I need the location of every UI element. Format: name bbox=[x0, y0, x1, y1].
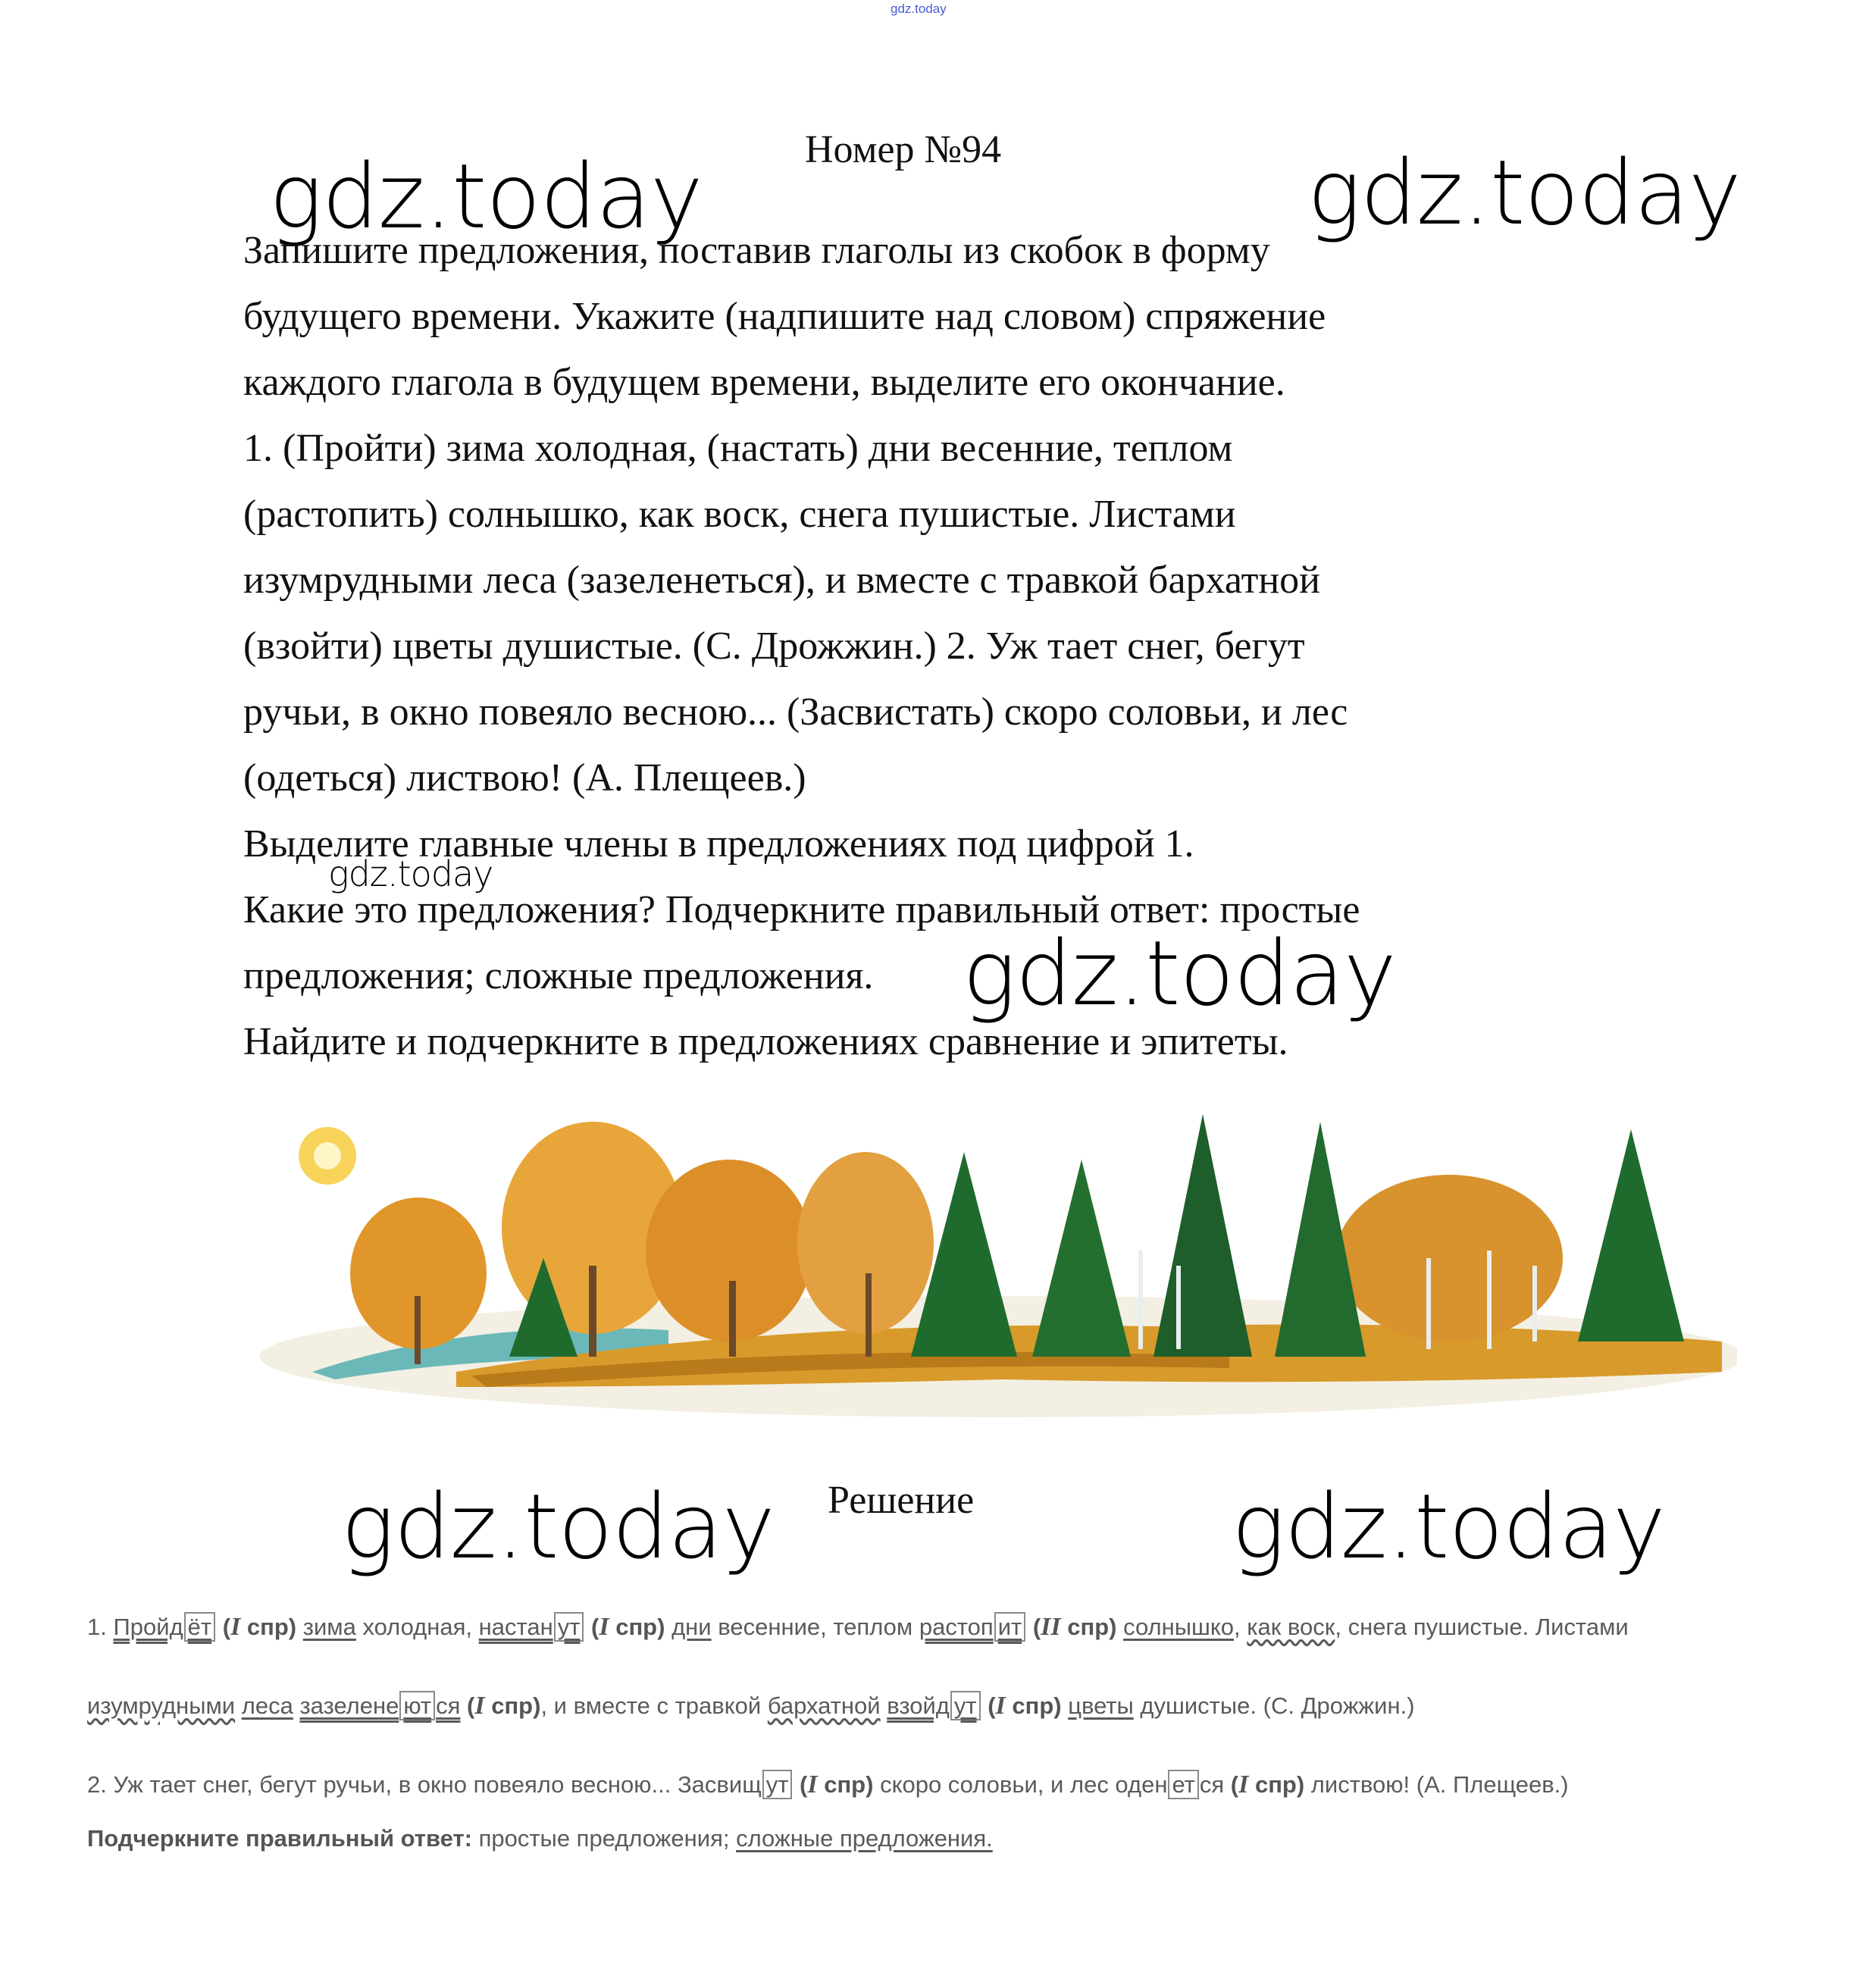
epithet: бархатной bbox=[767, 1692, 881, 1719]
ending-box: ет bbox=[1168, 1770, 1198, 1799]
subject: дни bbox=[671, 1614, 712, 1640]
plain-text: 2. Уж тает снег, бегут ручьи, в окно повеяло весною... Засвищ bbox=[87, 1771, 762, 1798]
conjugation-mark: (I спр) bbox=[591, 1613, 665, 1641]
plain-text: душистые. (С. Дрожжин.) bbox=[1133, 1692, 1415, 1719]
ending-box: ит bbox=[994, 1612, 1026, 1642]
comparison: как воск bbox=[1247, 1614, 1335, 1640]
task-line: будущего времени. Укажите (надпишите над словом) спряжение bbox=[243, 295, 1326, 338]
conjugation-mark: (I спр) bbox=[988, 1692, 1062, 1720]
predicate: зазелене ют ся bbox=[299, 1692, 461, 1719]
plain-text: простые предложения; bbox=[471, 1825, 737, 1852]
task-line: изумрудными леса (зазеленеться), и вместе с травкой бархатной bbox=[243, 559, 1321, 602]
correct-answer: сложные предложения. bbox=[736, 1825, 993, 1852]
task-line: Выделите главные члены в предложениях под цифрой 1. bbox=[243, 822, 1194, 866]
plain-text: листвою! (А. Плещеев.) bbox=[1304, 1771, 1569, 1798]
task-line: 1. (Пройти) зима холодная, (настать) дни весенние, теплом bbox=[243, 427, 1233, 470]
plain-text: скоро соловьи, и лес оден bbox=[873, 1771, 1168, 1798]
watermark: gdz.today bbox=[269, 144, 703, 249]
ending-box: ёт bbox=[184, 1612, 215, 1642]
solution-line bbox=[87, 1613, 1800, 1642]
plain-text: , снега пушистые. Листами bbox=[1335, 1614, 1629, 1640]
task-line: ручьи, в окно повеяло весною... (Засвистать) скоро соловьи, и лес bbox=[243, 690, 1348, 734]
conjugation-mark: (II спр) bbox=[1032, 1613, 1117, 1641]
plain-text bbox=[235, 1692, 242, 1719]
conjugation-mark: (I спр) bbox=[800, 1770, 874, 1799]
subject: леса bbox=[241, 1692, 293, 1719]
plain-text bbox=[881, 1692, 887, 1719]
conjugation-mark: (I спр) bbox=[1230, 1770, 1305, 1799]
conjugation-mark: (I спр) bbox=[222, 1613, 297, 1641]
predicate: взойд ут bbox=[887, 1692, 981, 1719]
task-text bbox=[243, 218, 1607, 1075]
page-title: Номер №94 bbox=[805, 128, 1002, 171]
watermark: gdz.today bbox=[1232, 1474, 1665, 1579]
task-line: каждого глагола в будущем времени, выделите его окончание. bbox=[243, 361, 1285, 404]
task-line: (взойти) цветы душистые. (С. Дрожжин.) 2. Уж тает снег, бегут bbox=[243, 625, 1305, 668]
predicate: Пройд ёт bbox=[113, 1614, 216, 1640]
subject: солнышко bbox=[1123, 1614, 1235, 1640]
solution-line bbox=[87, 1825, 1800, 1852]
site-mark: gdz.today bbox=[891, 2, 947, 16]
solution-line bbox=[87, 1770, 1800, 1799]
epithet: изумрудными bbox=[87, 1692, 236, 1719]
ending-box: ут bbox=[950, 1691, 981, 1720]
watermark: gdz.today bbox=[341, 1474, 775, 1579]
subject: зима bbox=[302, 1614, 356, 1640]
plain-text: , и вместе с травкой bbox=[540, 1692, 768, 1719]
subject: цветы bbox=[1068, 1692, 1134, 1719]
conjugation-mark: (I спр) bbox=[467, 1692, 541, 1720]
answer-label: Подчеркните правильный ответ: bbox=[87, 1825, 472, 1852]
predicate: настан ут bbox=[479, 1614, 585, 1640]
ending-box: ут bbox=[762, 1770, 793, 1799]
task-line: Запишите предложения, поставив глаголы из скобок в форму bbox=[243, 229, 1270, 272]
plain-text: ся bbox=[1199, 1771, 1225, 1798]
predicate: растоп ит bbox=[919, 1614, 1026, 1640]
task-line: предложения; сложные предложения. bbox=[243, 954, 874, 997]
plain-text: холодная, bbox=[355, 1614, 479, 1640]
watermark: gdz.today bbox=[1307, 140, 1741, 245]
watermark: gdz.today bbox=[963, 921, 1396, 1025]
task-line: Какие это предложения? Подчеркните правильный ответ: простые bbox=[243, 888, 1360, 931]
sentence-number: 1. bbox=[87, 1614, 107, 1640]
ending-box: ут bbox=[554, 1612, 584, 1642]
solution-title: Решение bbox=[828, 1479, 975, 1522]
autumn-forest-illustration bbox=[244, 1069, 1737, 1425]
ending-box: ют bbox=[399, 1691, 435, 1720]
plain-text: весенние, теплом bbox=[711, 1614, 919, 1640]
plain-text: , bbox=[1234, 1614, 1247, 1640]
watermark: gdz.today bbox=[328, 853, 493, 894]
task-line: Найдите и подчеркните в предложениях сравнение и эпитеты. bbox=[243, 1020, 1288, 1063]
task-line: (растопить) солнышко, как воск, снега пушистые. Листами bbox=[243, 493, 1236, 536]
solution-line bbox=[87, 1692, 1800, 1720]
task-line: (одеться) листвою! (А. Плещеев.) bbox=[243, 756, 806, 800]
